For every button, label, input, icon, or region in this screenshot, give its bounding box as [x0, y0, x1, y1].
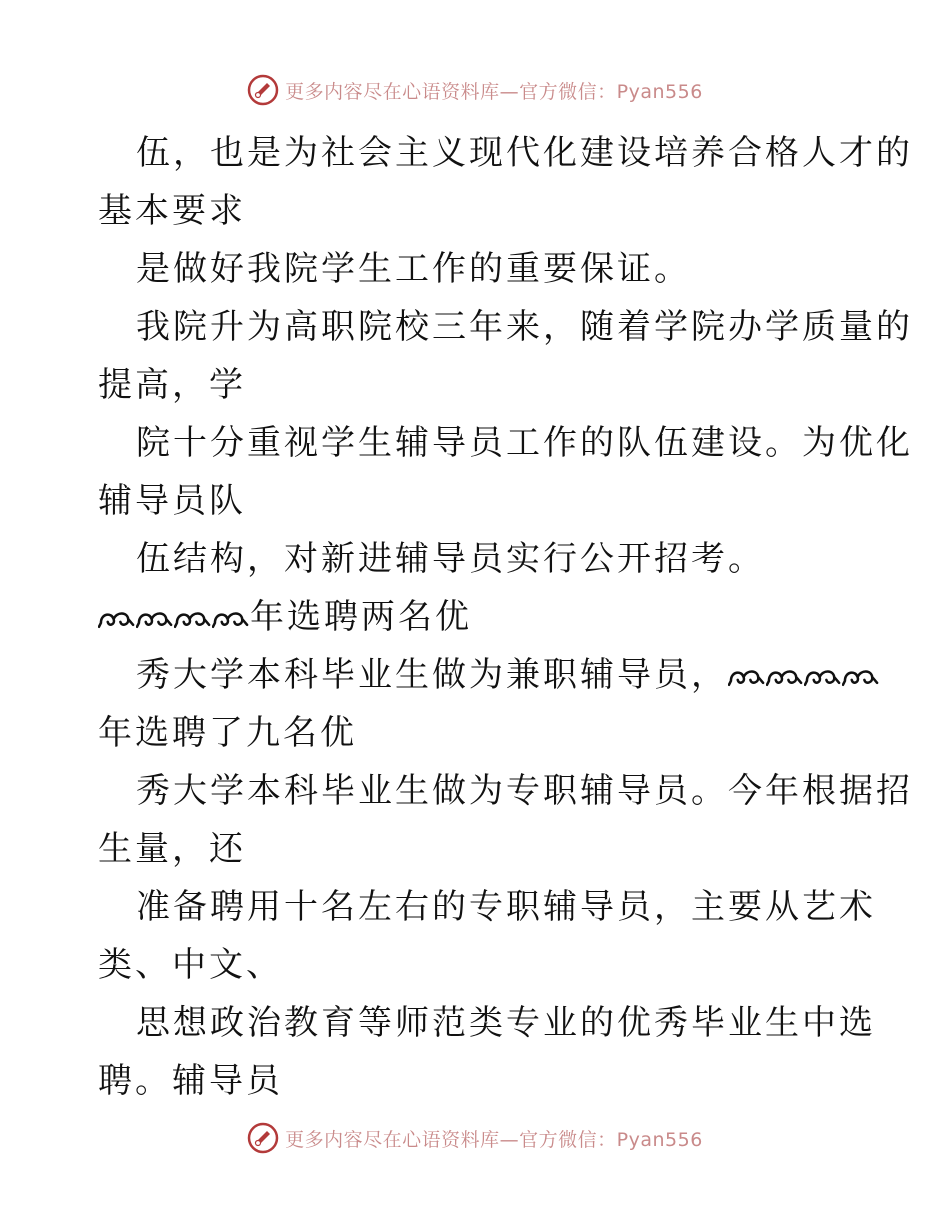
text-line: 思想政治教育等师范类专业的优秀毕业生中选 — [136, 1003, 876, 1043]
garbled-glyph-run — [98, 604, 250, 634]
text-line: 伍结构，对新进辅导员实行公开招考。 — [136, 539, 765, 579]
text-line: 类、中文、 — [98, 945, 283, 985]
document-body — [98, 124, 913, 1110]
text-line: 辅导员队 — [98, 481, 246, 521]
line-text: 秀大学本科毕业生做为兼职辅导员， — [136, 655, 728, 695]
text-line: 聘。辅导员 — [98, 1061, 283, 1101]
seal-logo-icon — [247, 74, 279, 106]
garbled-glyph-icon — [174, 608, 211, 630]
watermark-text: 更多内容尽在心语资料库—官方微信：Pyan556 — [285, 80, 703, 103]
text-line: 生量，还 — [98, 829, 246, 869]
text-line: 准备聘用十名左右的专职辅导员，主要从艺术 — [136, 887, 876, 927]
footer-watermark — [0, 1118, 950, 1158]
watermark-text: 更多内容尽在心语资料库—官方微信：Pyan556 — [285, 1128, 703, 1151]
text-line: 伍，也是为社会主义现代化建设培养合格人才的 — [136, 133, 913, 173]
text-line — [98, 646, 858, 704]
header-watermark — [0, 70, 950, 110]
text-line: 是做好我院学生工作的重要保证。 — [136, 249, 691, 289]
text-line: 秀大学本科毕业生做为专职辅导员。今年根据招 — [136, 771, 913, 811]
text-line — [98, 588, 858, 646]
garbled-glyph-icon — [98, 608, 135, 630]
line-text: 年选聘两名优 — [250, 597, 472, 637]
garbled-glyph-icon — [212, 608, 249, 630]
text-line: 我院升为高职院校三年来，随着学院办学质量的 — [136, 307, 913, 347]
text-line: 基本要求 — [98, 191, 246, 231]
garbled-glyph-icon — [842, 666, 879, 688]
text-line: 提高，学 — [98, 365, 246, 405]
text-line: 年选聘了九名优 — [98, 713, 357, 753]
seal-logo-icon — [247, 1122, 279, 1154]
garbled-glyph-icon — [804, 666, 841, 688]
garbled-glyph-icon — [766, 666, 803, 688]
garbled-glyph-icon — [728, 666, 765, 688]
garbled-glyph-run — [728, 662, 880, 692]
text-line: 院十分重视学生辅导员工作的队伍建设。为优化 — [136, 423, 913, 463]
garbled-glyph-icon — [136, 608, 173, 630]
